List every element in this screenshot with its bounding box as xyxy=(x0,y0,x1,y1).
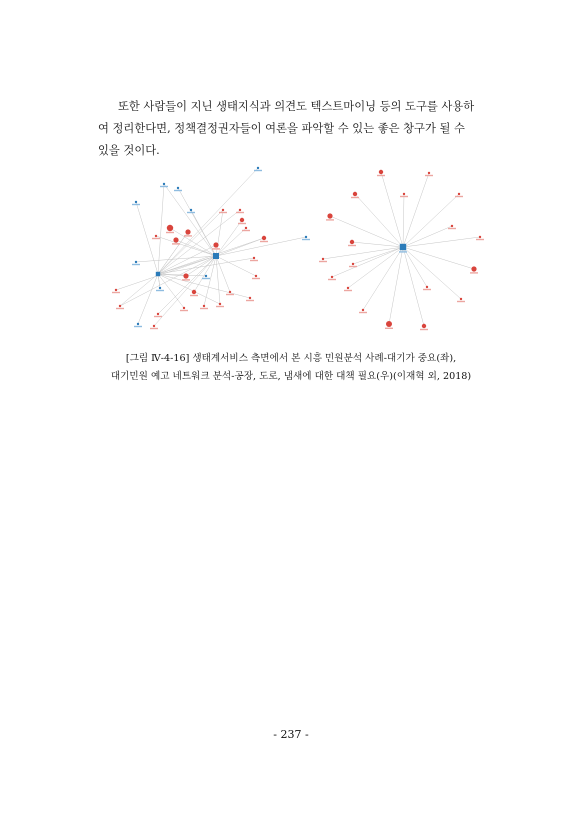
network-node xyxy=(460,298,462,300)
node-label-mark xyxy=(150,328,158,329)
node-label-mark xyxy=(212,248,220,249)
network-edge xyxy=(158,210,240,274)
network-node xyxy=(213,242,218,247)
network-edge xyxy=(353,247,403,264)
network-edge xyxy=(216,256,230,292)
network-node xyxy=(205,275,207,277)
network-node xyxy=(157,313,159,315)
network-edge xyxy=(363,247,403,310)
network-node xyxy=(219,303,221,305)
node-label-mark xyxy=(400,196,408,197)
network-node xyxy=(471,266,476,271)
paragraph-line-1: 또한 사람들이 지닌 생태지식과 의견도 텍스트마이닝 등의 도구를 사용하 xyxy=(118,100,475,113)
node-label-mark xyxy=(420,329,428,330)
network-node xyxy=(183,307,185,309)
network-node xyxy=(190,209,192,211)
network-node xyxy=(135,201,137,203)
network-edge xyxy=(216,256,256,276)
node-label-mark xyxy=(349,266,357,267)
network-edge xyxy=(120,274,158,306)
network-edge xyxy=(332,247,403,277)
node-label-mark xyxy=(219,212,227,213)
node-label-mark xyxy=(328,279,336,280)
node-label-mark xyxy=(254,170,262,171)
network-edge xyxy=(389,247,403,324)
network-edge xyxy=(323,247,403,259)
network-node xyxy=(322,258,324,260)
network-node xyxy=(403,193,405,195)
network-edge xyxy=(403,247,427,287)
network-node xyxy=(479,236,481,238)
network-node xyxy=(386,321,392,327)
network-edge xyxy=(330,216,403,247)
network-node xyxy=(155,235,157,237)
node-label-mark xyxy=(134,326,142,327)
network-node xyxy=(115,289,117,291)
network-edge xyxy=(164,184,216,256)
paragraph-line-2: 여 정리한다면, 정책결정권자들이 여론을 파악할 수 있는 좋은 창구가 될 수 xyxy=(98,122,465,135)
node-label-mark xyxy=(160,186,168,187)
network-node xyxy=(229,291,231,293)
network-edge xyxy=(204,256,216,306)
paragraph-line-3: 있을 것이다. xyxy=(98,144,160,157)
network-node xyxy=(135,261,137,263)
left-network-graph xyxy=(112,167,310,329)
node-label-mark xyxy=(216,306,224,307)
network-node xyxy=(327,213,332,218)
network-node xyxy=(458,193,460,195)
node-label-mark xyxy=(470,272,478,273)
network-node xyxy=(167,225,173,231)
node-label-mark xyxy=(190,295,198,296)
node-label-mark xyxy=(260,241,268,242)
node-label-mark xyxy=(399,251,407,252)
node-label-mark xyxy=(172,243,180,244)
node-label-mark xyxy=(359,312,367,313)
node-label-mark xyxy=(174,190,182,191)
node-label-mark xyxy=(455,196,463,197)
network-node xyxy=(253,257,255,259)
node-label-mark xyxy=(348,245,356,246)
network-node xyxy=(352,263,354,265)
network-node xyxy=(362,309,364,311)
network-node xyxy=(245,227,247,229)
node-label-mark xyxy=(425,175,433,176)
node-label-mark xyxy=(187,212,195,213)
node-label-mark xyxy=(423,289,431,290)
node-label-mark xyxy=(302,239,310,240)
network-node xyxy=(426,286,428,288)
network-node xyxy=(177,187,179,189)
node-label-mark xyxy=(351,197,359,198)
network-hub-node xyxy=(213,253,219,259)
node-label-mark xyxy=(112,292,120,293)
network-hub-node xyxy=(400,244,406,250)
node-label-mark xyxy=(132,264,140,265)
network-node xyxy=(262,236,266,240)
network-node xyxy=(173,237,178,242)
node-label-mark xyxy=(236,212,244,213)
caption-line-1: [그림 Ⅳ-4-16] 생태계서비스 측면에서 본 시흥 민원분석 사례-대기가 중요(좌), xyxy=(125,353,457,364)
node-label-mark xyxy=(182,279,190,280)
node-label-mark xyxy=(184,235,192,236)
node-label-mark xyxy=(154,316,162,317)
network-edge xyxy=(403,247,424,326)
network-node xyxy=(240,218,244,222)
network-node xyxy=(255,275,257,277)
network-node xyxy=(185,229,190,234)
network-node xyxy=(192,290,196,294)
network-node xyxy=(451,225,453,227)
network-edge xyxy=(194,256,216,292)
node-label-mark xyxy=(166,232,174,233)
network-node xyxy=(163,183,165,185)
network-node xyxy=(222,209,224,211)
network-edge xyxy=(403,194,404,247)
node-label-mark xyxy=(448,228,456,229)
node-label-mark xyxy=(377,175,385,176)
network-node xyxy=(239,209,241,211)
network-node xyxy=(422,324,426,328)
network-node xyxy=(379,170,383,174)
node-label-mark xyxy=(242,230,250,231)
caption-line-2: 대기민원 예고 네트워크 분석-공장, 도로, 냄새에 대한 대책 필요(우)(이재혁 외, 2018) xyxy=(110,371,472,382)
network-node xyxy=(153,325,155,327)
network-node xyxy=(305,236,307,238)
network-edge xyxy=(403,173,429,247)
network-node xyxy=(183,273,188,278)
network-node xyxy=(347,287,349,289)
node-label-mark xyxy=(116,308,124,309)
network-edge xyxy=(158,274,250,298)
network-edge xyxy=(216,256,220,304)
network-node xyxy=(428,172,430,174)
body-paragraph xyxy=(98,96,496,162)
network-edge xyxy=(352,242,403,247)
network-node xyxy=(159,287,161,289)
node-label-mark xyxy=(202,278,210,279)
node-label-mark xyxy=(156,290,164,291)
network-edge xyxy=(403,247,461,299)
network-edge xyxy=(355,194,403,247)
network-node xyxy=(137,323,139,325)
network-node xyxy=(353,192,357,196)
network-node xyxy=(350,240,354,244)
node-label-mark xyxy=(457,301,465,302)
network-edge xyxy=(216,237,306,256)
network-node xyxy=(331,276,333,278)
node-label-mark xyxy=(250,260,258,261)
network-node xyxy=(203,305,205,307)
page-number: - 237 - xyxy=(273,728,309,741)
network-edge xyxy=(136,256,216,262)
figure-caption xyxy=(60,350,522,386)
node-label-mark xyxy=(226,294,234,295)
node-label-mark xyxy=(385,328,393,329)
network-node xyxy=(249,297,251,299)
network-edge xyxy=(403,194,459,247)
network-figure xyxy=(96,158,496,338)
node-label-mark xyxy=(200,308,208,309)
node-label-mark xyxy=(252,278,260,279)
node-label-mark xyxy=(246,300,254,301)
node-label-mark xyxy=(152,238,160,239)
node-label-mark xyxy=(180,310,188,311)
network-edge xyxy=(158,210,223,274)
node-label-mark xyxy=(326,219,334,220)
network-graphs-svg xyxy=(96,158,496,338)
network-node xyxy=(257,167,259,169)
network-edge xyxy=(381,172,403,247)
node-label-mark xyxy=(132,204,140,205)
right-network-graph xyxy=(319,170,484,330)
network-edge xyxy=(348,247,403,288)
node-label-mark xyxy=(476,239,484,240)
network-edge xyxy=(216,228,246,256)
network-hub-node xyxy=(156,272,160,276)
network-edge xyxy=(403,247,474,269)
network-node xyxy=(119,305,121,307)
node-label-mark xyxy=(344,290,352,291)
node-label-mark xyxy=(319,261,327,262)
node-label-mark xyxy=(238,223,246,224)
